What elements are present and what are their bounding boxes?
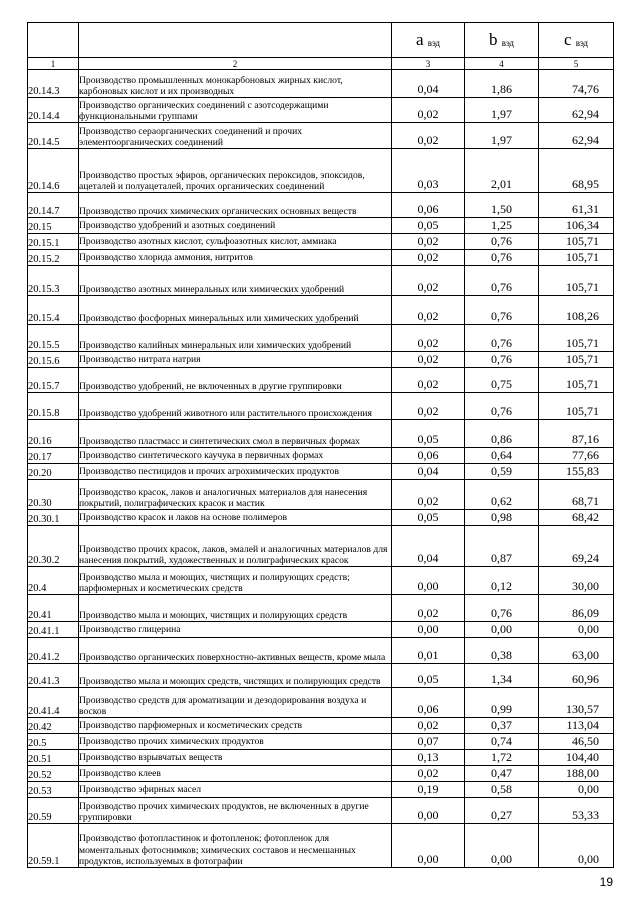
row-c-value: 53,33 — [539, 798, 614, 824]
row-b-value: 0,37 — [465, 718, 539, 734]
table-row — [28, 70, 614, 98]
row-b-value: 0,74 — [465, 734, 539, 750]
row-name: Производство удобрений животного или растительного происхождения — [79, 393, 392, 420]
row-a-value: 0,06 — [392, 688, 465, 718]
table-row — [28, 234, 614, 250]
row-name: Производство прочих красок, лаков, эмалей и аналогичных материалов для нанесения покрытий, художественных и полиграфических красок — [79, 526, 392, 567]
table-row — [28, 325, 614, 352]
row-name: Производство красок и лаков на основе полимеров — [79, 510, 392, 526]
table-row — [28, 824, 614, 868]
table-row — [28, 98, 614, 123]
row-c-value: 105,71 — [539, 250, 614, 266]
column-index: 1 — [28, 58, 79, 70]
row-b-value: 0,58 — [465, 782, 539, 798]
row-a-value: 0,13 — [392, 750, 465, 766]
row-c-value: 0,00 — [539, 824, 614, 868]
row-code: 20.17 — [28, 448, 79, 464]
row-code: 20.59.1 — [28, 824, 79, 868]
row-b-value: 0,12 — [465, 567, 539, 595]
row-code: 20.15 — [28, 218, 79, 234]
row-b-value: 0,00 — [465, 622, 539, 638]
row-name: Производство глицерина — [79, 622, 392, 638]
table-row — [28, 638, 614, 664]
row-c-value: 74,76 — [539, 70, 614, 98]
row-b-value: 1,25 — [465, 218, 539, 234]
row-code: 20.14.7 — [28, 193, 79, 218]
header-c-cell: c $_{вэд}$ — [539, 23, 614, 58]
row-c-value: 46,50 — [539, 734, 614, 750]
row-b-value: 0,38 — [465, 638, 539, 664]
row-name: Производство эфирных масел — [79, 782, 392, 798]
row-c-value: 106,34 — [539, 218, 614, 234]
header-row — [28, 23, 614, 58]
row-name: Производство калийных минеральных или химических удобрений — [79, 325, 392, 352]
row-a-value: 0,00 — [392, 798, 465, 824]
row-code: 20.30 — [28, 480, 79, 510]
row-c-value: 68,71 — [539, 480, 614, 510]
row-name: Производство органических поверхностно-активных веществ, кроме мыла — [79, 638, 392, 664]
row-b-value: 1,50 — [465, 193, 539, 218]
row-name: Производство красок, лаков и аналогичных материалов для нанесения покрытий, полиграфических красок и мастик — [79, 480, 392, 510]
table-row — [28, 526, 614, 567]
row-code: 20.51 — [28, 750, 79, 766]
row-c-value: 105,71 — [539, 234, 614, 250]
row-name: Производство клеев — [79, 766, 392, 782]
row-b-value: 0,86 — [465, 420, 539, 448]
row-b-value: 1,34 — [465, 664, 539, 688]
row-c-value: 113,04 — [539, 718, 614, 734]
row-b-value: 0,98 — [465, 510, 539, 526]
row-b-value: 0,76 — [465, 250, 539, 266]
row-a-value: 0,02 — [392, 766, 465, 782]
table-row — [28, 250, 614, 266]
table-row — [28, 368, 614, 393]
row-code: 20.14.3 — [28, 70, 79, 98]
row-code: 20.15.8 — [28, 393, 79, 420]
row-code: 20.4 — [28, 567, 79, 595]
row-a-value: 0,02 — [392, 393, 465, 420]
row-a-value: 0,02 — [392, 368, 465, 393]
table-row — [28, 296, 614, 325]
table-row — [28, 664, 614, 688]
row-c-value: 62,94 — [539, 123, 614, 149]
row-c-value: 69,24 — [539, 526, 614, 567]
page-number: 19 — [599, 875, 613, 889]
table-row — [28, 480, 614, 510]
row-c-value: 108,26 — [539, 296, 614, 325]
row-code: 20.59 — [28, 798, 79, 824]
row-c-value: 130,57 — [539, 688, 614, 718]
row-a-value: 0,02 — [392, 718, 465, 734]
row-c-value: 0,00 — [539, 622, 614, 638]
row-name: Производство азотных минеральных или химических удобрений — [79, 266, 392, 296]
row-name: Производство синтетического каучука в первичных формах — [79, 448, 392, 464]
row-c-value: 68,95 — [539, 149, 614, 193]
row-c-value: 155,83 — [539, 464, 614, 480]
row-code: 20.15.3 — [28, 266, 79, 296]
row-b-value: 0,76 — [465, 352, 539, 368]
row-name: Производство нитрата натрия — [79, 352, 392, 368]
header-b-cell: b $_{вэд}$ — [465, 23, 539, 58]
row-a-value: 0,02 — [392, 296, 465, 325]
table-row — [28, 798, 614, 824]
row-a-value: 0,02 — [392, 98, 465, 123]
row-name: Производство фотопластинок и фотопленок; фотопленок для моментальных фотоснимков; химических составов и несмешанных продуктов, используемых в фотографии — [79, 824, 392, 868]
row-a-value: 0,06 — [392, 448, 465, 464]
row-b-value: 1,86 — [465, 70, 539, 98]
row-code: 20.14.5 — [28, 123, 79, 149]
row-code: 20.41.2 — [28, 638, 79, 664]
row-b-value: 0,76 — [465, 234, 539, 250]
row-c-value: 63,00 — [539, 638, 614, 664]
column-index-row — [28, 58, 614, 70]
row-name: Производство прочих химических органических основных веществ — [79, 193, 392, 218]
table-row — [28, 448, 614, 464]
row-a-value: 0,07 — [392, 734, 465, 750]
table-row — [28, 266, 614, 296]
row-b-value: 1,72 — [465, 750, 539, 766]
row-a-value: 0,05 — [392, 420, 465, 448]
table-row — [28, 595, 614, 622]
row-b-value: 0,64 — [465, 448, 539, 464]
row-name: Производство удобрений, не включенных в другие группировки — [79, 368, 392, 393]
row-name: Производство органических соединений с азотсодержащими функциональными группами — [79, 98, 392, 123]
row-name: Производство простых эфиров, органических пероксидов, эпоксидов, ацеталей и полуацеталей, прочих органических соединений — [79, 149, 392, 193]
row-name: Производство средств для ароматизации и дезодорирования воздуха и восков — [79, 688, 392, 718]
row-name: Производство мыла и моющих средств, чистящих и полирующих средств — [79, 664, 392, 688]
row-code: 20.14.4 — [28, 98, 79, 123]
row-code: 20.15.7 — [28, 368, 79, 393]
row-a-value: 0,00 — [392, 567, 465, 595]
row-code: 20.16 — [28, 420, 79, 448]
row-b-value: 0,47 — [465, 766, 539, 782]
row-name: Производство взрывчатых веществ — [79, 750, 392, 766]
row-a-value: 0,02 — [392, 480, 465, 510]
row-b-value: 1,97 — [465, 98, 539, 123]
table-row — [28, 149, 614, 193]
row-c-value: 86,09 — [539, 595, 614, 622]
row-name: Производство пластмасс и синтетических смол в первичных формах — [79, 420, 392, 448]
table-row — [28, 688, 614, 718]
row-c-value: 105,71 — [539, 368, 614, 393]
row-b-value: 0,87 — [465, 526, 539, 567]
row-c-value: 105,71 — [539, 325, 614, 352]
row-b-value: 0,62 — [465, 480, 539, 510]
row-code: 20.15.1 — [28, 234, 79, 250]
row-c-value: 61,31 — [539, 193, 614, 218]
row-a-value: 0,00 — [392, 824, 465, 868]
row-b-value: 0,27 — [465, 798, 539, 824]
row-name: Производство фосфорных минеральных или химических удобрений — [79, 296, 392, 325]
row-code: 20.41.4 — [28, 688, 79, 718]
row-name: Производство прочих химических продуктов — [79, 734, 392, 750]
row-a-value: 0,19 — [392, 782, 465, 798]
row-a-value: 0,02 — [392, 595, 465, 622]
row-a-value: 0,02 — [392, 123, 465, 149]
row-a-value: 0,02 — [392, 352, 465, 368]
row-name: Производство хлорида аммония, нитритов — [79, 250, 392, 266]
row-code: 20.5 — [28, 734, 79, 750]
table-row — [28, 734, 614, 750]
table-row — [28, 718, 614, 734]
row-b-value: 0,76 — [465, 266, 539, 296]
row-b-value: 0,00 — [465, 824, 539, 868]
header-a-cell: a $_{вэд}$ — [392, 23, 465, 58]
row-a-value: 0,01 — [392, 638, 465, 664]
row-b-value: 0,76 — [465, 595, 539, 622]
row-a-value: 0,02 — [392, 250, 465, 266]
row-code: 20.30.2 — [28, 526, 79, 567]
row-a-value: 0,04 — [392, 526, 465, 567]
row-a-value: 0,03 — [392, 149, 465, 193]
row-code: 20.15.2 — [28, 250, 79, 266]
row-code: 20.15.5 — [28, 325, 79, 352]
table-row — [28, 218, 614, 234]
row-name: Производство мыла и моющих, чистящих и полирующих средств — [79, 595, 392, 622]
row-b-value: 0,75 — [465, 368, 539, 393]
row-code: 20.15.4 — [28, 296, 79, 325]
row-name: Производство азотных кислот, сульфоазотных кислот, аммиака — [79, 234, 392, 250]
row-b-value: 0,76 — [465, 296, 539, 325]
row-c-value: 62,94 — [539, 98, 614, 123]
row-code: 20.42 — [28, 718, 79, 734]
row-a-value: 0,00 — [392, 622, 465, 638]
row-code: 20.20 — [28, 464, 79, 480]
row-c-value: 0,00 — [539, 782, 614, 798]
row-a-value: 0,02 — [392, 234, 465, 250]
row-c-value: 77,66 — [539, 448, 614, 464]
row-c-value: 30,00 — [539, 567, 614, 595]
row-c-value: 68,42 — [539, 510, 614, 526]
row-b-value: 2,01 — [465, 149, 539, 193]
row-a-value: 0,05 — [392, 664, 465, 688]
table-row — [28, 782, 614, 798]
row-c-value: 105,71 — [539, 393, 614, 420]
row-a-value: 0,05 — [392, 218, 465, 234]
row-c-value: 105,71 — [539, 352, 614, 368]
row-b-value: 0,99 — [465, 688, 539, 718]
row-c-value: 188,00 — [539, 766, 614, 782]
row-code: 20.53 — [28, 782, 79, 798]
column-index: 2 — [79, 58, 392, 70]
row-b-value: 1,97 — [465, 123, 539, 149]
row-code: 20.14.6 — [28, 149, 79, 193]
row-a-value: 0,04 — [392, 464, 465, 480]
table-row — [28, 420, 614, 448]
table-row — [28, 123, 614, 149]
row-name: Производство прочих химических продуктов, не включенных в другие группировки — [79, 798, 392, 824]
header-name-cell — [79, 23, 392, 58]
row-code: 20.30.1 — [28, 510, 79, 526]
table-row — [28, 393, 614, 420]
row-b-value: 0,59 — [465, 464, 539, 480]
row-name: Производство сераорганических соединений и прочих элементоорганических соединений — [79, 123, 392, 149]
row-b-value: 0,76 — [465, 325, 539, 352]
table-row — [28, 464, 614, 480]
row-a-value: 0,02 — [392, 325, 465, 352]
table-row — [28, 567, 614, 595]
row-name: Производство промышленных монокарбоновых жирных кислот, карбоновых кислот и их производных — [79, 70, 392, 98]
row-name: Производство удобрений и азотных соединений — [79, 218, 392, 234]
column-index: 4 — [465, 58, 539, 70]
row-c-value: 87,16 — [539, 420, 614, 448]
table-row — [28, 622, 614, 638]
row-code: 20.52 — [28, 766, 79, 782]
row-a-value: 0,04 — [392, 70, 465, 98]
row-code: 20.41.3 — [28, 664, 79, 688]
table-row — [28, 193, 614, 218]
row-a-value: 0,05 — [392, 510, 465, 526]
okved-coefficients-table — [27, 22, 614, 868]
row-b-value: 0,76 — [465, 393, 539, 420]
row-c-value: 104,40 — [539, 750, 614, 766]
row-c-value: 60,96 — [539, 664, 614, 688]
column-index: 3 — [392, 58, 465, 70]
row-name: Производство мыла и моющих, чистящих и полирующих средств; парфюмерных и косметических средств — [79, 567, 392, 595]
table-row — [28, 766, 614, 782]
row-c-value: 105,71 — [539, 266, 614, 296]
row-a-value: 0,02 — [392, 266, 465, 296]
header-code-cell — [28, 23, 79, 58]
row-a-value: 0,06 — [392, 193, 465, 218]
row-code: 20.41.1 — [28, 622, 79, 638]
table-row — [28, 510, 614, 526]
column-index: 5 — [539, 58, 614, 70]
row-code: 20.41 — [28, 595, 79, 622]
row-code: 20.15.6 — [28, 352, 79, 368]
row-name: Производство парфюмерных и косметических средств — [79, 718, 392, 734]
row-name: Производство пестицидов и прочих агрохимических продуктов — [79, 464, 392, 480]
table-row — [28, 352, 614, 368]
table-row — [28, 750, 614, 766]
